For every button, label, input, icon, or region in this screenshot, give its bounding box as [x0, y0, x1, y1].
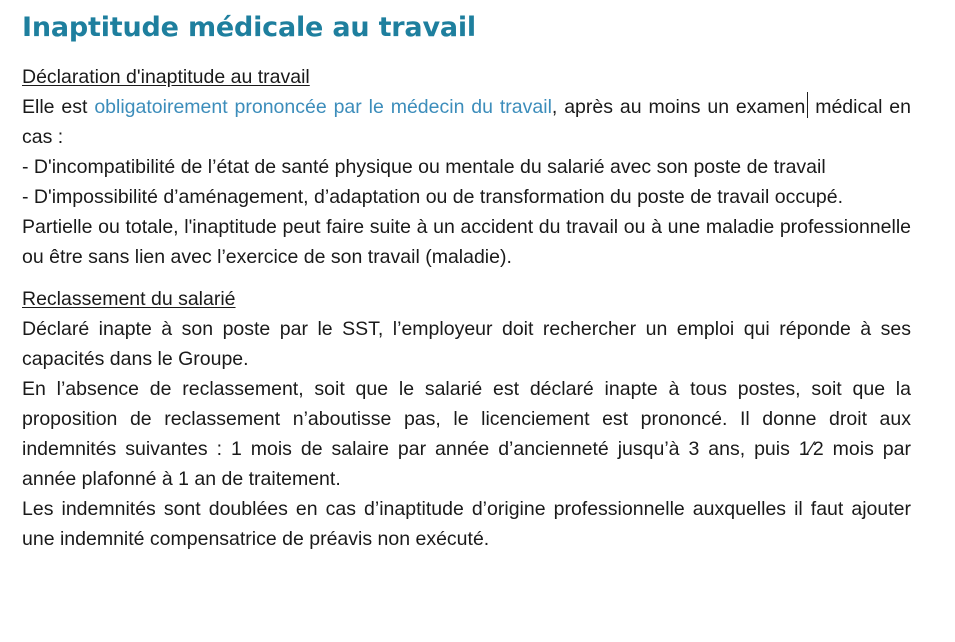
reclassement-paragraph-2: En l’absence de reclassement, soit que le salarié est déclaré inapte à tous postes, soit que la proposition de reclassement n’aboutisse pas, le licenciement est prononcé. Il donne droit aux indemnités suivantes : 1 mois de salaire par année d’ancienneté jusqu’à 3 ans, puis 1⁄2 mois par année plafonné à 1 an de traitement.: [22, 378, 911, 490]
bullet-impossibility: - D'impossibilité d’aménagement, d’adaptation ou de transformation du poste de travail occupé.: [22, 186, 844, 208]
document-page: [22, 6, 911, 554]
bullet-incompatibility: - D'incompatibilité de l’état de santé physique ou mentale du salarié avec son poste de travail: [22, 156, 826, 178]
reclassement-paragraph-3: Les indemnités sont doublées en cas d’inaptitude d’origine professionnelle auxquelles il faut ajouter une indemnité compensatrice de préavis non exécuté.: [22, 498, 911, 550]
reclassement-paragraph-1: Déclaré inapte à son poste par le SST, l’employeur doit rechercher un emploi qui réponde à ses capacités dans le Groupe.: [22, 318, 911, 370]
highlighted-text: obligatoirement prononcée par le médecin du travail: [94, 96, 552, 118]
intro-text-after-1: , après au moins un examen: [551, 96, 806, 118]
section-declaration: [22, 62, 911, 272]
section-heading-reclassement: Reclassement du salarié: [22, 288, 236, 310]
section-heading-declaration: Déclaration d'inaptitude au travail: [22, 66, 310, 88]
section-reclassement: [22, 284, 911, 554]
intro-text-after-2: médical en cas :: [22, 96, 911, 148]
page-title: Inaptitude médicale au travail: [22, 12, 476, 43]
intro-paragraph[interactable]: [22, 92, 911, 152]
closing-paragraph: Partielle ou totale, l'inaptitude peut faire suite à un accident du travail ou à une maladie professionnelle ou être sans lien avec l’exercice de son travail (maladie).: [22, 216, 911, 268]
intro-text-before: Elle est: [22, 96, 95, 118]
text-cursor: [807, 92, 808, 118]
